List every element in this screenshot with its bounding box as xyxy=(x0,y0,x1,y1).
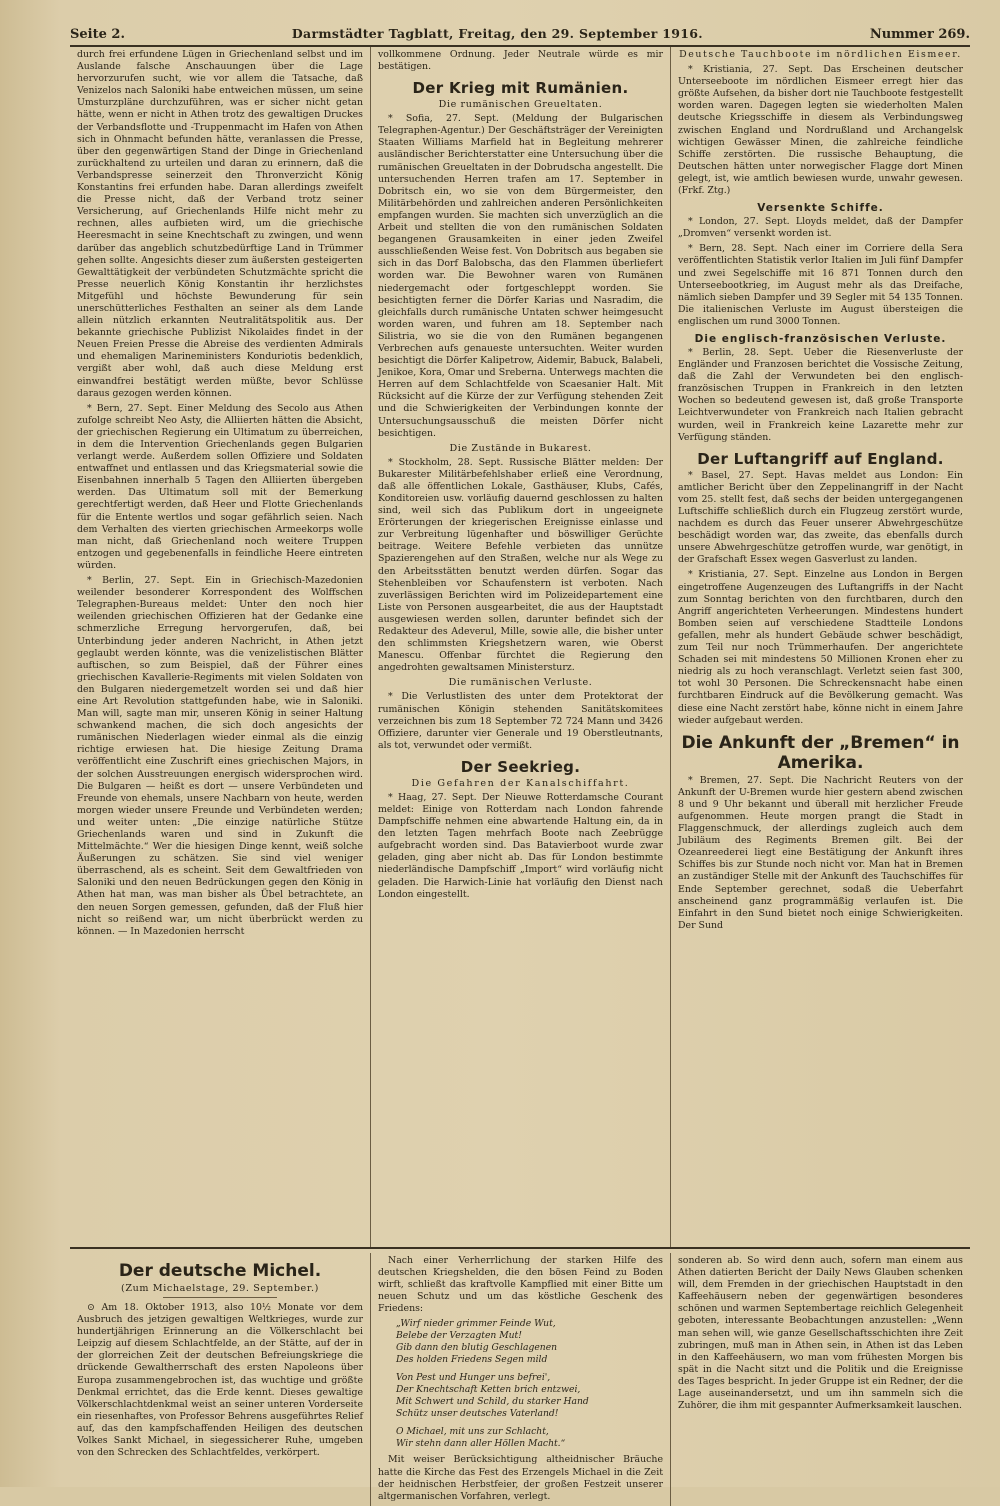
paragraph: * London, 27. Sept. Lloyds meldet, daß der Dampfer „Dromven“ versenkt worden ist. xyxy=(678,216,963,240)
poem-verse xyxy=(378,1318,663,1450)
paragraph: * Kristiania, 27. Sept. Das Erscheinen deutscher Unterseeboote im nördlichen Eismeer erregt hier das größte Aufsehen, da bisher dort nie Tauchboote festgestellt worden waren. Dagegen legten sie wiederholten Malen deutsche Kriegsschiffe in diesem als Verbindungsweg zwischen England und Nordrußland und Archangelsk wichtigen Gewässer Minen, die zahlreiche feindliche Schiffe zerstörten. Die russische Behauptung, die Deutschen hätten unter norwegischer Flagge dort Minen gelegt, ist, wie amtlich bewiesen wurde, unwahr gewesen. (Frkf. Ztg.) xyxy=(678,64,963,197)
verse-line: Der Knechtschaft Ketten brich entzwei, xyxy=(396,1384,581,1396)
paragraph: * Sofia, 27. Sept. (Meldung der Bulgarischen Telegraphen-Agentur.) Der Geschäftsträger der Vereinigten Staaten Williams Marfield hat in Begleitung mehrerer ausländischer Berichterstatter eine Untersuchung über die rumänischen Greueltaten in der Dobrudscha angestellt. Die untersuchenden Herren trafen am 17. September in Dobritsch ein, wo sie von dem Bürgermeister, den Militärbehörden und zahlreichen anderen Persönlichkeiten empfangen wurden. Sie machten sich unverzüglich an die Arbeit und stellten die von den rumänischen Soldaten begangenen Grausamkeiten in einer jeden Zweifel ausschließenden Weise fest. Von Dobritsch aus begaben sie sich in das Dorf Balobscha, das den Flammen überliefert worden war. Die Bewohner waren von Rumänen niedergemacht oder fortgeschleppt worden. Sie besichtigten ferner die Dörfer Karias und Nasradim, die gleichfalls durch rumänische Untaten schwer heimgesucht worden waren, und fuhren am 18. September nach Silistria, wo sie die von den Rumänen begangenen Verbrechen aufs genaueste untersuchten. Weiter wurden besichtigt die Dörfer Kalipetrow, Aidemir, Babuck, Balabeli, Jenikoe, Kora, Omar und Srebernа. Unterwegs machten die Herren auf dem Schlachtfelde von Scaesanier Halt. Mit Rücksicht auf die Kürze der zur Verfügung stehenden Zeit und die Schwierigkeiten der Verbindungen konnte der Untersuchungsausschuß die meisten Dörfer nicht besichtigen. xyxy=(378,113,663,439)
paragraph: sonderen ab. So wird denn auch, sofern man einem aus Athen datierten Bericht der Daily News Glauben schenken will, dem Fremden in der griechischen Hauptstadt in den Kaffeehäusern neben der gegenwärtigen besonderes schönen und warmen Septembertage reichlich Gelegenheit geboten, interessante Beobachtungen anzustellen: „Wenn man sehen will, wie ganze Gesellschaftsschichten ihre Zeit zubringen, muß man in Athen sein, in Athen ist das Leben in den Kaffeehäusern, wo man vom frühesten Morgen bis spät in die Nacht sitzt und die Politik und die Ereignisse des Tages bespricht. In jeder Gruppe ist ein Redner, der die Lage auseinandersetzt, und um ihn sammeln sich die Zuhörer, die ihm mit gespannter Aufmerksamkeit lauschen. xyxy=(678,1255,963,1412)
paragraph: * Kristiania, 27. Sept. Einzelne aus London in Bergen eingetroffene Augenzeugen des Luftangriffs in der Nacht zum Sonntag berichten von den furchtbaren, durch den Angriff angerichteten Verheerungen. Mindestens hundert Bomben seien auf verschiedene Stadtteile Londons gefallen, mehr als hundert Gebäude schwer beschädigt, zum Teil nur noch Trümmerhaufen. Der angerichtete Schaden sei mit mindestens 50 Millionen Kronen eher zu niedrig als zu hoch veranschlagt. Verletzt seien fast 300, tot wohl 30 Personen. Die Schreckensnacht habe einen furchtbaren Eindruck auf die Bevölkerung gemacht. Was diese eine Nacht zerstört habe, könne nicht in einem Jahre wieder aufgebaut werden. xyxy=(678,569,963,726)
column-1 xyxy=(70,47,370,1247)
verse-line: O Michael, mit uns zur Schlacht, xyxy=(396,1426,549,1438)
verse-line: Wir stehn dann aller Höllen Macht.“ xyxy=(396,1438,566,1450)
feuilleton-column-2 xyxy=(370,1253,670,1506)
verse-line: Belebe der Verzagten Mut! xyxy=(396,1330,522,1342)
paper-title-date: Darmstädter Tagblatt, Freitag, den 29. September 1916. xyxy=(291,26,703,41)
paragraph: durch frei erfundene Lügen in Griechenland selbst und im Auslande falsche Anschauungen über die Lage hervorzurufen sucht, wie vor allem die Tatsache, daß Venizelos nach Saloniki habe entweichen müssen, um seine Umsturzpläne durchzuführen, was er sicher nicht getan hätte, wenn er nicht in Athen trotz des gewaltigen Druckes der Verbandsflotte und -Truppenmacht im Hafen von Athen sich in Ohnmacht befunden hätte, veranlassen die Presse, über den gegenwärtigen Stand der Dinge in Griechenland zurückhaltend zu urteilen und daran zu erinnern, daß die Verbandspresse seinerzeit den Thronverzicht König Konstantins frei erfunden habe. Daran allerdings zweifelt die Presse nicht, daß der Verband trotz seiner Versicherung, auf Griechenlands Hilfe nicht mehr zu rechnen, alles aufbieten wird, um die griechische Heeresmacht in seine Knechtschaft zu zwingen, und wenn darüber das angeblich schutzbedürftige Land in Trümmer gehen sollte. Angesichts dieser zum äußersten gesteigerten Gewalttätigkeit der verbündeten Schutzmächte spricht die Presse neuerlich König Konstantin ihr herzlichstes Mitgefühl und höchste Bewunderung für sein unerschütterliches Festhalten an seiner als dem Lande allein nützlich erkannten Neutralitätspolitik aus. Der bekannte griechische Publizist Nikolaides findet in der Neuen Freien Presse die Abreise des verdienten Admirals und ehemaligen Marineministers Konduriotis bedenklich, vergißt aber wohl, daß auch diese Meldung erst einwandfrei bestätigt werden müßte, bevor Schlüsse daraus gezogen werden können. xyxy=(77,49,363,399)
paragraph: * Stockholm, 28. Sept. Russische Blätter melden: Der Bukarester Militärbefehlshaber erließ eine Verordnung, daß alle öffentlichen Lokale, Gasthäuser, Klubs, Cafés, Konditoreien usw. vorläufig dauernd geschlossen zu halten sind, weil sich das Publikum dort in ungeeignete Erörterungen der kriegerischen Ereignisse einlasse und zur Verbreitung lügenhafter und böswilliger Gerüchte beitrage. Weitere Befehle verbieten das unnütze Spazierengehen auf den Straßen, welche nur als Wege zu den Arbeitsstätten benutzt werden dürfen. Sogar das Stehenbleiben vor Schaufenstern ist verboten. Nach zuverlässigen Berichten wird im Polizeidepartement eine Liste von Personen ausgearbeitet, die aus der Hauptstadt ausgewiesen werden sollen, darunter befindet sich der Redakteur des Adeverul, Mille, sowie alle, die bisher unter den schlimmsten Kriegshetzern waren, wie Oberst Manescu. Offenbar fürchtet die Regierung den angedrohten gewaltsamen Ministersturz. xyxy=(378,456,663,674)
verse-line: „Wirf nieder grimmer Feinde Wut, xyxy=(396,1318,556,1330)
paragraph: * Bern, 27. Sept. Einer Meldung des Secolo aus Athen zufolge schreibt Neo Asty, die Alliierten hätten die Absicht, der griechischen Regierung ein Ultimatum zu überreichen, in dem die Intervention Griechenlands gegen Bulgarien verlangt werde. Außerdem sollen Offiziere und Soldaten entwaffnet und entlassen und das Kriegsmaterial sowie die Eisenbahnen innerhalb 5 Tagen den Alliierten übergeben werden. Das Ultimatum soll mit der Bemerkung gerechtfertigt werden, daß Heer und Flotte Griechenlands für die Entente wertlos und sogar gefährlich seien. Nach dem Verhalten des vierten griechischen Armeekorps wolle man nicht, daß Griechenland noch weitere Truppen entzogen und gegebenenfalls in feindliche Heere eintreten würden. xyxy=(77,402,363,571)
masthead xyxy=(70,26,970,47)
page-number: Seite 2. xyxy=(70,27,125,42)
paragraph: * Bern, 28. Sept. Nach einer im Corriere della Sera veröffentlichten Statistik verlor Italien im Juli fünf Dampfer und zwei Segelschiffe mit 16 871 Tonnen durch den Unterseebootkrieg, im August mehr als das Dreifache, nämlich sieben Dampfer und 39 Segler mit 54 135 Tonnen. Die italienischen Verluste im August übersteigen die englischen um rund 3000 Tonnen. xyxy=(678,243,963,327)
column-3 xyxy=(670,47,970,1247)
feuilleton-band xyxy=(70,1249,970,1502)
paragraph: * Berlin, 28. Sept. Ueber die Riesenverluste der Engländer und Franzosen berichtet die Vossische Zeitung, daß die Zahl der Verwundeten bei den englisch-französischen Truppen in Frankreich in den letzten Wochen so bedeutend gewesen ist, daß große Transporte Leichtverwundeter von Frankreich nach Italien gebracht wurden, weil in Frankreich keine Lazarette mehr zur Verfügung ständen. xyxy=(678,346,963,443)
verse-line: Des holden Friedens Segen mild xyxy=(396,1354,548,1366)
paragraph: * Basel, 27. Sept. Havas meldet aus London: Ein amtlicher Bericht über den Zeppelinangriff in der Nacht vom 25. stellt fest, daß sechs der beiden untergegangenen Luftschiffe schließlich durch ein Flugzeug zerstört wurde, nachdem es durch das Feuer unserer Abwehrgeschütze beschädigt worden war, das zweite, das ebenfalls durch unsere Abwehrgeschütze getroffen wurde, war genötigt, in der Grafschaft Essex wegen Gasverlust zu landen. xyxy=(678,469,963,566)
feuilleton-title: Der deutsche Michel. xyxy=(118,1261,322,1281)
verse-line: Von Pest und Hunger uns befrei', xyxy=(396,1372,551,1384)
paragraph: Mit weiser Berücksichtigung altheidnischer Bräuche hatte die Kirche das Fest des Erzengels Michael in die Zeit der heidnischen Herbstfeier, der großen Festzeit unserer altgermanischen Vorfahren, verlegt. xyxy=(378,1454,663,1502)
subheading-kanalschiffahrt: Die Gefahren der Kanalschiffahrt. xyxy=(411,777,630,789)
section-heading-krieg-rumaenien: Der Krieg mit Rumänien. xyxy=(412,79,629,98)
paragraph: * Haag, 27. Sept. Der Nieuwe Rotterdamsche Courant meldet: Einige von Rotterdam nach London fahrende Dampfschiffe nehmen eine abwartende Haltung ein, da in den letzten Tagen mehrfach Boote nach Zeebrügge aufgebracht worden sind. Das Batavierboot wurde zwar geladen, ging aber nicht ab. Das für London bestimmte niederländische Dampfschiff „Import“ wird vorläufig nicht geladen. Die Harwich-Linie hat vorläufig den Dienst nach London eingestellt. xyxy=(378,791,663,900)
paragraph: * Berlin, 27. Sept. Ein in Griechisch-Mazedonien weilender besonderer Korrespondent des Wolffschen Telegraphen-Bureaus meldet: Unter den noch hier weilenden griechischen Offizieren hat der Gedanke eine schmerzliche Erregung hervorgerufen, daß, bei Unterbindung jeder anderen Nachricht, in Athen jetzt geglaubt werden könnte, was die venizelistischen Blätter auftischen, so zum Beispiel, daß der Führer eines griechischen Kavallerie-Regiments mit vielen Soldaten von den Bulgaren niedergemetzelt worden sei und daß hier eine Art Revolution stattgefunden habe, wie in Saloniki. Man will, sagte man mir, unseren König in seiner Haltung schwankend machen, die sich doch angesichts der rumänischen Niederlagen wieder einmal als die einzig richtige erwiesen hat. Die hiesige Zeitung Drama veröffentlicht eine Zuschrift eines griechischen Majors, in der solchen Ausstreuungen energisch widersprochen wird. Die Bulgaren — heißt es dort — unsere Verbündeten und Freunde von ehemals, unsere Nachbarn von heute, werden morgen wieder unsere Freunde und Verbündeten werden; und weiter unten: „Die einzige natürliche Stütze Griechenlands waren und sind in Zukunft die Mittelmächte.“ Wer die hiesigen Dinge kennt, weiß solche Äußerungen zu schätzen. Sie sind viel weniger überraschend, als es scheint. Seit dem Gewaltfrieden von Saloniki und den neuen Bedrückungen gegen den König in Athen hat man, was man bisher als Übel betrachtete, an den neuen Sorgen gemessen, gefunden, daß der Fluß hier nicht so reißend war, um nicht überbrückt werden zu können. — In Mazedonien herrscht xyxy=(77,575,363,937)
subheading-rumaenische-verluste: Die rumänischen Verluste. xyxy=(448,677,593,689)
section-heading-bremen: Die Ankunft der „Bremen“ in Amerika. xyxy=(681,732,960,773)
feuilleton-column-1 xyxy=(70,1253,370,1506)
feuilleton-column-3 xyxy=(670,1253,970,1506)
section-heading-seekrieg: Der Seekrieg. xyxy=(460,757,581,776)
paragraph: * Die Verlustlisten des unter dem Protektorat der rumänischen Königin stehenden Sanitätskomitees verzeichnen bis zum 18 September 72 724 Mann und 3426 Offiziere, darunter vier Generale und 19 Oberstleutnants, als tot, verwundet oder vermißt. xyxy=(378,691,663,751)
paragraph: ⊙ Am 18. Oktober 1913, also 10½ Monate vor dem Ausbruch des jetzigen gewaltigen Weltkrieges, wurde zur hundertjährigen Erinnerung an die Völkerschlacht bei Leipzig auf diesem Schlachtfelde, an der Stätte, auf der in der glorreichen Zeit der deutschen Befreiungskriege die drückende Gewaltherrschaft des ersten Napoleons über Europa zusammengebrochen ist, das wuchtige und größte Denkmal errichtet, das die Erde kennt. Dieses gewaltige Völkerschlachtdenkmal weist an seiner unteren Vorderseite ein riesenhaftes, von Professor Behrens ausgeführtes Relief auf, das den kampfschaffenden Heiligen des deutschen Volkes Sankt Michael, in siegessicherer Ruhe, umgeben von den Schrecken des Schlachtfeldes, verkörpert. xyxy=(77,1302,363,1459)
top-columns xyxy=(70,47,970,1249)
subheading-verluste: Die englisch-französischen Verluste. xyxy=(694,332,947,345)
feuilleton-subtitle: (Zum Michaelstage, 29. September.) xyxy=(121,1283,319,1294)
column-2 xyxy=(370,47,670,1247)
section-heading-luftangriff: Der Luftangriff auf England. xyxy=(697,449,944,468)
paragraph: * Bremen, 27. Sept. Die Nachricht Reuters von der Ankunft der U-Bremen wurde hier gestern abend zwischen 8 und 9 Uhr bekannt und überall mit herzlicher Freude aufgenommen. Heute morgen prangt die Stadt in Flaggenschmuck, der allerdings zugleich auch dem Jubiläum des Regiments Bremen gilt. Bei der Ozeanreederei liegt eine Bestätigung der Ankunft ihres Schiffes bis zur Stunde noch nicht vor. Man hat in Bremen an zuständiger Stelle mit der Ankunft des Tauchschiffes für Ende September gerechnet, sodaß die Ueberfahrt anscheinend ganz programmäßig verlaufen ist. Die Einfahrt in den Sund bietet noch einige Schwierigkeiten. Der Sund xyxy=(678,774,963,931)
paragraph-eismeer: Deutsche Tauchboote im nördlichen Eismeer. xyxy=(679,49,962,60)
paragraph: vollkommene Ordnung. Jeder Neutrale würde es mir bestätigen. xyxy=(378,49,663,73)
verse-line: Mit Schwert und Schild, du starker Hand xyxy=(396,1396,589,1408)
paragraph: Nach einer Verherrlichung der starken Hilfe des deutschen Kriegshelden, die den bösen Feind zu Boden wirft, schließt das kraftvolle Kampflied mit einer Bitte um neuen Schutz und um das köstliche Geschenk des Friedens: xyxy=(378,1255,663,1315)
subheading-bukarest: Die Zustände in Bukarest. xyxy=(449,442,592,454)
subheading-greueltaten: Die rumänischen Greueltaten. xyxy=(438,99,603,111)
divider xyxy=(163,1297,277,1298)
issue-number: Nummer 269. xyxy=(869,27,970,42)
subheading-versenkte-schiffe: Versenkte Schiffe. xyxy=(757,202,884,215)
verse-line: Gib dann den blutig Geschlagenen xyxy=(396,1342,558,1354)
verse-line: Schütz unser deutsches Vaterland! xyxy=(396,1408,559,1420)
